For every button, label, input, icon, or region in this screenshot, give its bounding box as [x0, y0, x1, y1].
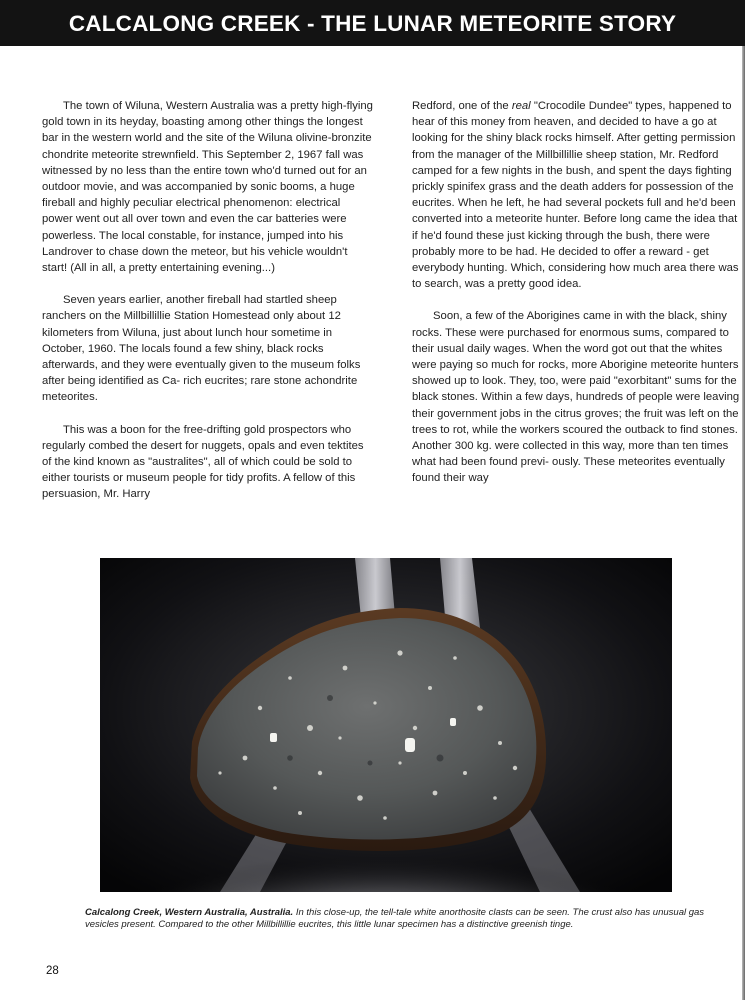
page-number: 28 — [46, 965, 59, 977]
caption-lead: Calcalong Creek, Western Australia, Australia. — [85, 907, 294, 918]
meteorite-photo — [100, 558, 672, 892]
article-paragraph: Seven years earlier, another fireball had startled sheep ranchers on the Millbillillie Station Homestead only about 12 kilometers from Wiluna, just about lunch hour sometime in October, 1960. The locals found a few shiny, black rocks afterwards, and they were eventually given to the museum folks after being identified as Ca- rich eucrites; rare stone achondrite meteorites. — [42, 294, 361, 404]
article-paragraph: Soon, a few of the Aborigines came in with the black, shiny rocks. These were purchased for enormous sums, compared to their usual daily wages. When the word got out that the whites were paying so much for rocks, more Aborigine meteorite hunters showed up to look. They, too, were paid "exorbitant" sums for the black stones. Within a few days, hundreds of people were leaving their government jobs in the citrus groves; the fruit was left on the trees to rot, while the workers scoured the outback to find stones. Another 300 kg. were collected in this way, more than ten times what had been found previ- ously. These meteorites eventually found their way — [412, 310, 740, 485]
article-paragraph: The town of Wiluna, Western Australia was a pretty high-flying gold town in its heyday, boasting among other things the longest bar in the western world and the site of the Wiluna olivine-bronzite chondrite meteorite strewnfield. This September 2, 1967 fall was witnessed by no less than the entire town who'd turned out for an outdoor movie, and was accompanied by sonic booms, a huge fireball and highly peculiar electrical phenomenon: electrical power went out all over town and even the car batteries were powerless. The local constable, for instance, jumped into his Landrover to chase down the meteor, but his vehicle wouldn't start! (All in all, a pretty entertaining evening...) — [42, 100, 373, 275]
emphasis-text: real — [511, 100, 531, 112]
article-right-column — [412, 98, 744, 503]
figure-caption — [85, 907, 725, 932]
article-left-column — [42, 98, 374, 519]
page-title: CALCALONG CREEK - THE LUNAR METEORITE STORY — [0, 0, 745, 46]
caption-text: In this close-up, the tell-tale white anorthosite clasts can be seen. The crust also has unusual gas vesicles present. Compared to the other Millbillillie eucrites, this little lunar specimen has a distinctive greenish tinge. — [85, 907, 705, 931]
article-paragraph: This was a boon for the free-drifting gold prospectors who regularly combed the desert for nuggets, opals and even tektites of the kind known as "australites", all of which could be sold to either tourists or museum people for tidy profits. A fellow of this persuasion, Mr. Harry — [42, 423, 364, 501]
continuation-text: Redford, one of the — [412, 100, 512, 112]
article-paragraph-continued — [412, 98, 744, 292]
continuation-text-rest: "Crocodile Dundee" types, happened to hear of this money from heaven, and decided to have a go at looking for the shiny black rocks himself. After getting permission from the manager of the Millbillillie sheep station, Mr. Redford camped for a few nights in the bush, and spent the days fighting prickly spinifex grass and the death adders for possession of the eucrites. When he left, he had several pockets full and he'd been converted into a meteorite hunter. Before long came the idea that if he'd found these just kicking through the bush, there were probably more to be had. He decided to offer a reward - get everybody hunting. Which, considering how much area there was to search, was a pretty good idea. — [412, 100, 739, 291]
